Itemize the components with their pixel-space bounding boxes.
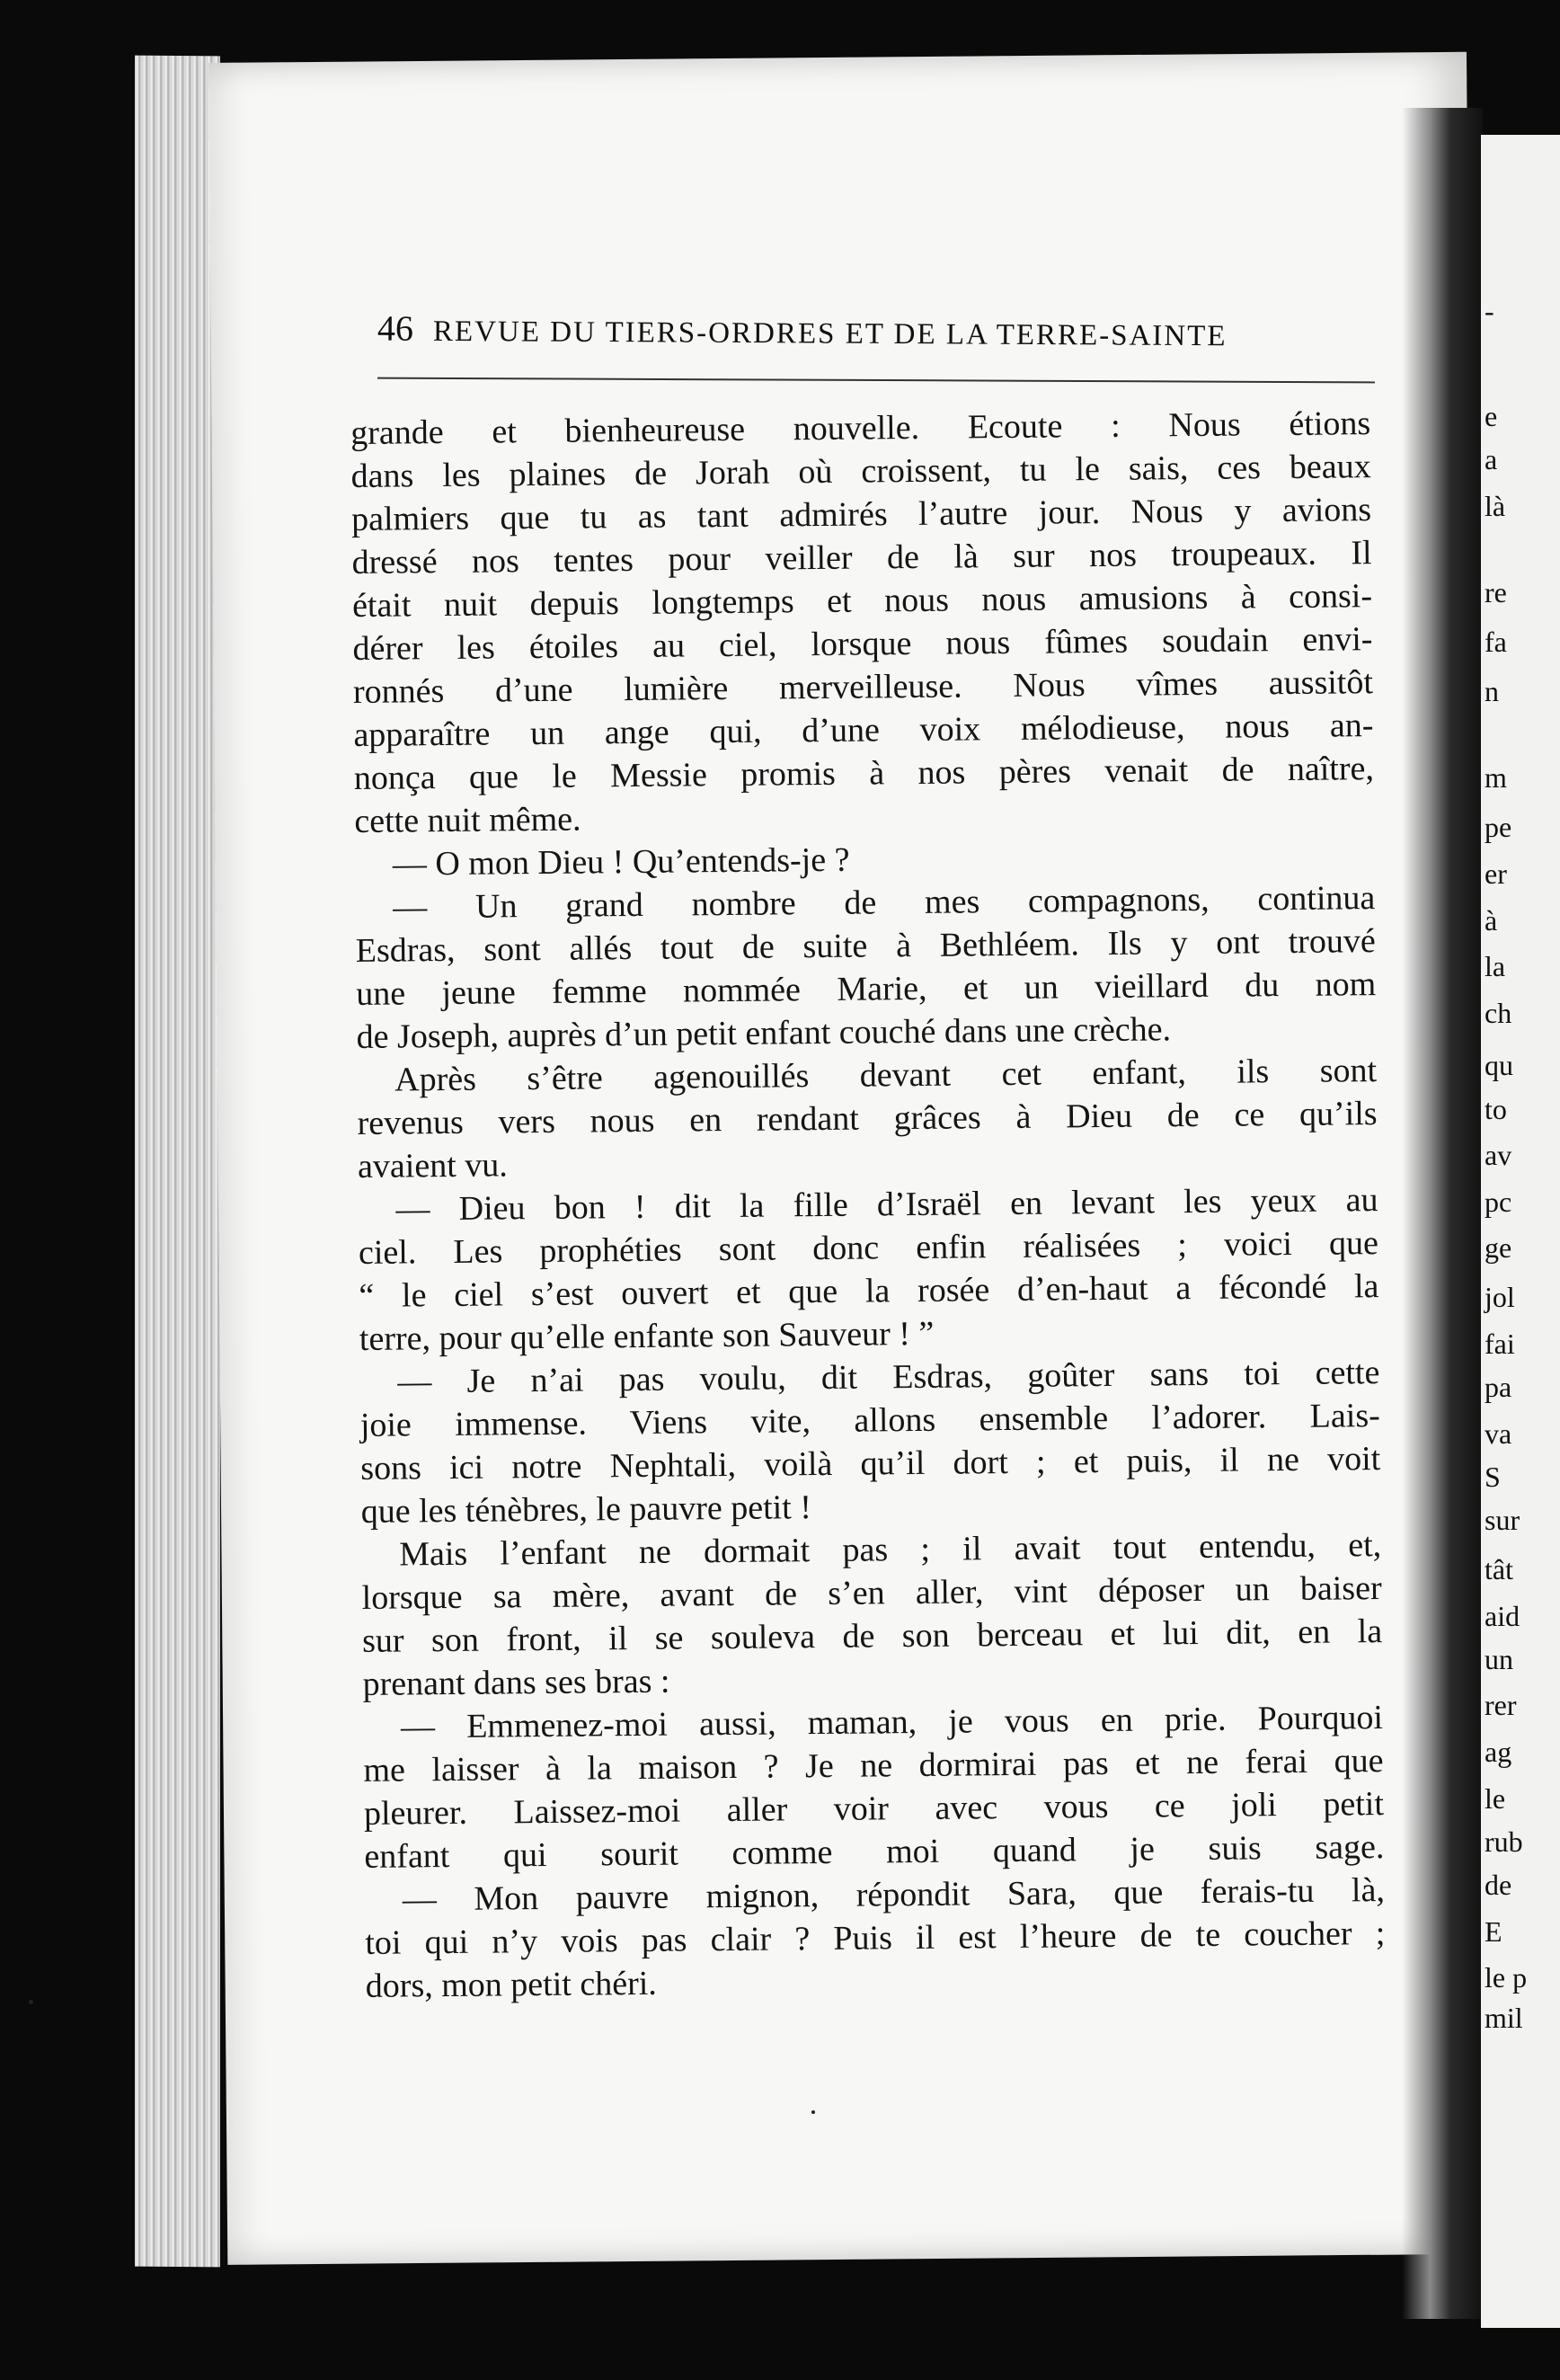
- text-line: Esdras, sont allés tout de suite à Bethléem. Ils y ont trouvé: [355, 922, 1376, 970]
- text-line: — Je n’ai pas voulu, dit Esdras, goûter sans toi cette: [397, 1354, 1380, 1401]
- text-line: — Mon pauvre mignon, répondit Sara, que ferais-tu là,: [402, 1871, 1386, 1919]
- text-line: lorsque sa mère, avant de s’en aller, vint déposer un baiser: [361, 1569, 1382, 1617]
- text-line: avaient vu.: [357, 1146, 508, 1186]
- facing-page-fragment: va: [1485, 1416, 1512, 1450]
- text-line: joie immense. Viens vite, allons ensemble l’adorer. Lais-: [359, 1397, 1380, 1444]
- facing-page-fragment: av: [1485, 1139, 1512, 1172]
- facing-page-fragment: la: [1485, 950, 1506, 983]
- facing-page-fragment: tât: [1485, 1553, 1513, 1586]
- text-line: nonça que le Messie promis à nos pères venait de naître,: [353, 750, 1375, 797]
- text-line: sons ici notre Nephtali, voilà qu’il dort ; et puis, il ne voit: [360, 1440, 1381, 1488]
- facing-page-fragment: mil: [1485, 2001, 1523, 2034]
- facing-page-fragment: de: [1485, 1868, 1512, 1901]
- facing-page-fragment: pe: [1485, 811, 1512, 844]
- journal-title: REVUE DU TIERS-ORDRES ET DE LA TERRE-SAINTE: [432, 315, 1228, 353]
- text-line: ronnés d’une lumière merveilleuse. Nous vîmes aussitôt: [352, 663, 1374, 711]
- facing-page-fragment: ch: [1485, 996, 1512, 1029]
- facing-page-fragment: -: [1485, 295, 1494, 327]
- text-line: grande et bienheureuse nouvelle. Ecoute : Nous étions: [350, 404, 1371, 452]
- text-line: enfant qui sourit comme moi quand je suis sage.: [364, 1828, 1385, 1876]
- dust-speck: [29, 2000, 33, 2004]
- facing-page-fragment: un: [1485, 1642, 1513, 1675]
- facing-page-fragment: rub: [1485, 1825, 1523, 1858]
- text-line: cette nuit même.: [354, 800, 581, 840]
- text-line: sur son front, il se souleva de son berceau et lui dit, en la: [361, 1612, 1383, 1660]
- text-line: prenant dans ses bras :: [362, 1662, 670, 1703]
- facing-page-fragment: m: [1485, 761, 1507, 795]
- facing-page-fragment: rer: [1485, 1689, 1517, 1722]
- facing-page-fragment: sur: [1485, 1504, 1520, 1537]
- facing-page-fragment: S: [1485, 1460, 1501, 1493]
- facing-page-fragment: a: [1485, 443, 1498, 476]
- facing-page-fragment: er: [1485, 857, 1507, 891]
- facing-page-fragment: e: [1485, 399, 1498, 432]
- text-line: Mais l’enfant ne dormait pas ; il avait tout entendu, et,: [399, 1526, 1382, 1574]
- text-line: — Un grand nombre de mes compagnons, continua: [393, 879, 1376, 927]
- facing-page-fragment: E: [1485, 1914, 1502, 1948]
- facing-page-fragment: à: [1485, 903, 1498, 937]
- facing-page-fragment: ag: [1485, 1736, 1512, 1769]
- text-line: dors, mon petit chéri.: [365, 1964, 657, 2005]
- facing-page-fragment: jol: [1485, 1281, 1515, 1314]
- text-line: — Dieu bon ! dit la fille d’Israël en levant les yeux au: [395, 1181, 1378, 1229]
- body-text: [350, 402, 1386, 2008]
- facing-page-fragment: le p: [1485, 1961, 1528, 1994]
- facing-page-fragment: n: [1485, 675, 1499, 708]
- text-line: toi qui n’y vois pas clair ? Puis il est l’heure de te coucher ;: [365, 1914, 1386, 1962]
- facing-page: [1481, 135, 1560, 2328]
- text-line: ciel. Les prophéties sont donc enfin réalisées ; voici que: [358, 1224, 1379, 1272]
- text-line: revenus vers nous en rendant grâces à Dieu de ce qu’ils: [357, 1095, 1378, 1142]
- text-line: apparaître un ange qui, d’une voix mélodieuse, nous an-: [353, 706, 1374, 754]
- running-header: [377, 306, 1411, 355]
- facing-page-fragment: pc: [1485, 1185, 1512, 1218]
- text-line: me laisser à la maison ? Je ne dormirai pas et ne ferai que: [363, 1742, 1384, 1789]
- facing-page-fragment: là: [1485, 489, 1506, 522]
- text-line: Après s’être agenouillés devant cet enfant, ils sont: [394, 1052, 1378, 1099]
- page-number: 46: [377, 307, 414, 349]
- book-page-edges: [135, 56, 220, 2268]
- text-line: dressé nos tentes pour veiller de là sur nos troupeaux. Il: [351, 534, 1372, 582]
- text-line: — O mon Dieu ! Qu’entends-je ?: [392, 840, 850, 884]
- dust-speck: [811, 2110, 815, 2114]
- book-gutter-shadow: [1402, 108, 1483, 2319]
- text-line: palmiers que tu as tant admirés l’autre jour. Nous y avions: [350, 491, 1372, 538]
- text-line: terre, pour qu’elle enfante son Sauveur ! ”: [359, 1314, 935, 1358]
- facing-page-fragment: fa: [1485, 626, 1507, 659]
- text-line: que les ténèbres, le pauvre petit !: [360, 1488, 812, 1531]
- text-line: de Joseph, auprès d’un petit enfant couché dans une crèche.: [356, 1010, 1172, 1056]
- text-line: une jeune femme nommée Marie, et un vieillard du nom: [356, 965, 1377, 1013]
- text-line: “ le ciel s’est ouvert et que la rosée d’en-haut a fécondé la: [359, 1267, 1379, 1315]
- facing-page-fragment: fai: [1485, 1327, 1515, 1360]
- facing-page-fragment: to: [1485, 1092, 1507, 1125]
- facing-page-fragment: qu: [1485, 1049, 1513, 1082]
- text-line: dans les plaines de Jorah où croissent, tu le sais, ces beaux: [350, 448, 1371, 495]
- text-line: — Emmenez-moi aussi, maman, je vous en prie. Pourquoi: [400, 1699, 1384, 1746]
- facing-page-fragment: aid: [1485, 1599, 1520, 1632]
- text-line: dérer les étoiles au ciel, lorsque nous fûmes soudain envi-: [352, 620, 1373, 668]
- text-line: était nuit depuis longtemps et nous nous amusions à consi-: [351, 577, 1373, 625]
- text-line: pleurer. Laissez-moi aller voir avec vous ce joli petit: [363, 1785, 1385, 1833]
- facing-page-fragment: le: [1485, 1781, 1506, 1815]
- facing-page-fragment: ge: [1485, 1231, 1512, 1265]
- facing-page-fragment: re: [1485, 576, 1507, 609]
- facing-page-fragment: pa: [1485, 1371, 1512, 1404]
